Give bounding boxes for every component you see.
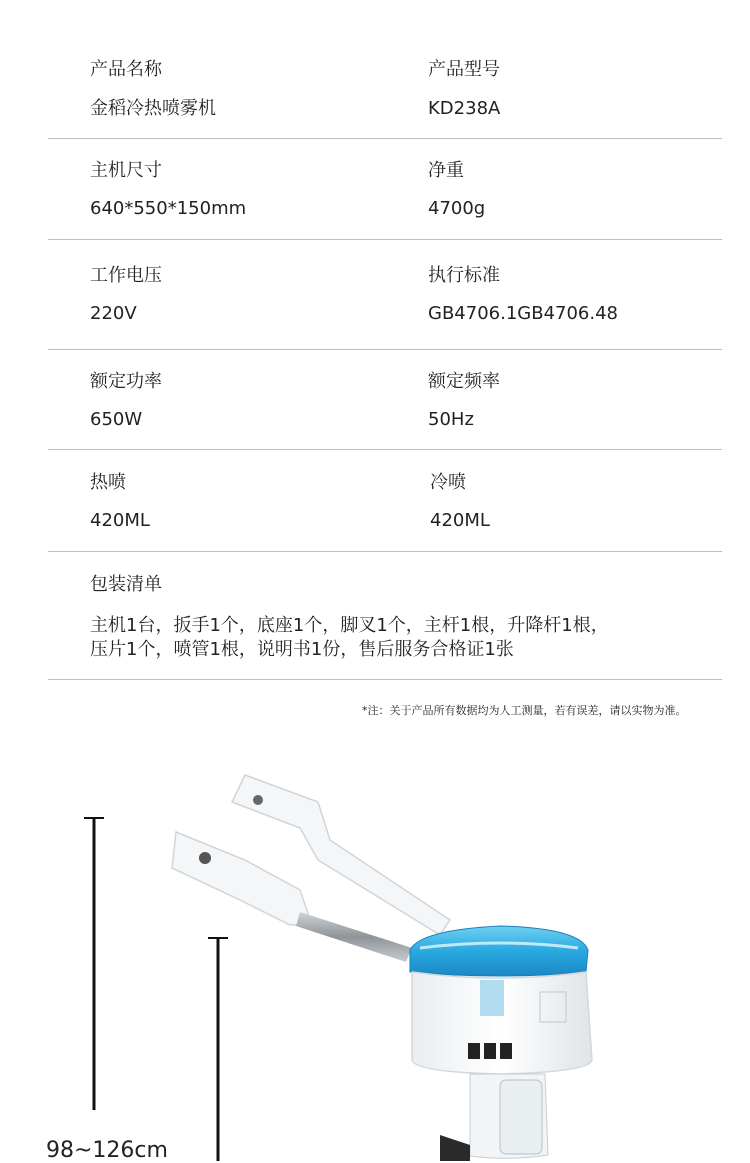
divider — [48, 449, 722, 450]
divider — [48, 349, 722, 350]
package-contents-line: 压片1个，喷管1根，说明书1份，售后服务合格证1张 — [90, 639, 514, 660]
divider — [48, 239, 722, 240]
package-contents-line: 主机1台，扳手1个，底座1个，脚叉1个，主杆1根，升降杆1根， — [90, 615, 609, 636]
spec-label: 产品名称 — [90, 59, 162, 80]
spec-value: 220V — [90, 303, 137, 324]
divider — [48, 138, 722, 139]
spec-label: 冷喷 — [430, 472, 466, 493]
height-dimension-label: 98~126cm — [46, 1138, 168, 1163]
divider — [48, 551, 722, 552]
spec-value: 金稻冷热喷雾机 — [90, 98, 216, 119]
spec-label: 主机尺寸 — [90, 160, 162, 181]
spec-label: 工作电压 — [90, 265, 162, 286]
spec-value: 50Hz — [428, 409, 474, 430]
control-switches — [468, 1043, 512, 1059]
spec-value: KD238A — [428, 98, 501, 119]
product-photo — [0, 740, 750, 1161]
spec-value: 420ML — [90, 510, 150, 531]
spec-value: 650W — [90, 409, 143, 430]
measurement-note: *注：关于产品所有数据均为人工测量，若有误差，请以实物为准。 — [362, 704, 687, 717]
spec-label: 执行标准 — [428, 265, 500, 286]
divider — [48, 679, 722, 680]
spec-value: 4700g — [428, 198, 486, 219]
spec-value: 640*550*150mm — [90, 198, 247, 219]
spec-label: 热喷 — [90, 472, 126, 493]
spec-label: 额定频率 — [428, 371, 500, 392]
package-label: 包装清单 — [90, 574, 162, 595]
lower-nozzle — [172, 832, 412, 962]
spec-label: 额定功率 — [90, 371, 162, 392]
spec-label: 产品型号 — [428, 59, 500, 80]
spec-label: 净重 — [428, 160, 464, 181]
spec-value: GB4706.1GB4706.48 — [428, 303, 619, 324]
spec-value: 420ML — [430, 510, 490, 531]
